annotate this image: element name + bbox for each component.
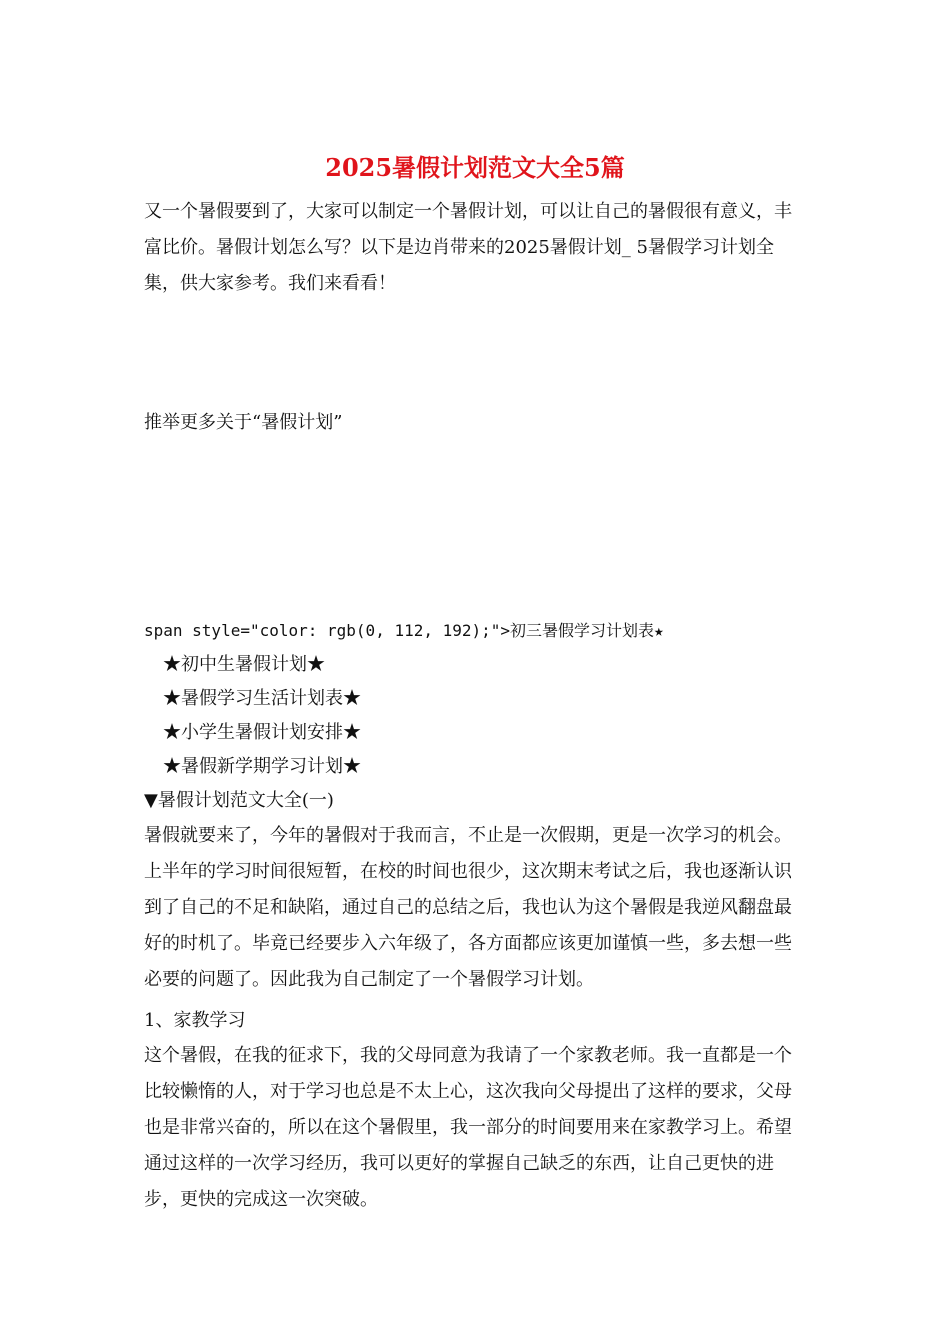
body-paragraph: 这个暑假，在我的征求下，我的父母同意为我请了一个家教老师。我一直都是一个比较懒惰的人，对于学习也总是不太上心，这次我向父母提出了这样的要求，父母也是非常兴奋的，所以在这个暑假里，我一部分的时间要用来在家教学习上。希望通过这样的一次学习经历，我可以更好的掌握自己缺乏的东西，让自己更快的进步，更快的完成这一次突破。 — [144, 1045, 792, 1210]
link-item[interactable]: ★暑假新学期学习计划★ — [163, 756, 361, 777]
link-item[interactable] — [144, 614, 664, 648]
recommend-heading: 推举更多关于“暑假计划” — [144, 412, 343, 433]
body-paragraph: 暑假就要来了，今年的暑假对于我而言，不止是一次假期，更是一次学习的机会。上半年的学习时间很短暂，在校的时间也很少，这次期末考试之后，我也逐渐认识到了自己的不足和缺陷，通过自己的总结之后，我也认为这个暑假是我逆风翻盘最好的时机了。毕竟已经要步入六年级了，各方面都应该更加谨慎一些，多去想一些必要的问题了。因此我为自己制定了一个暑假学习计划。 — [144, 825, 792, 990]
link-item[interactable]: ★暑假学习生活计划表★ — [163, 688, 361, 709]
section-heading: ▼暑假计划范文大全(一) — [144, 790, 334, 811]
link-item[interactable]: ★小学生暑假计划安排★ — [163, 722, 361, 743]
link-item[interactable]: ★初中生暑假计划★ — [163, 654, 325, 675]
intro-paragraph: 又一个暑假要到了，大家可以制定一个暑假计划，可以让自己的暑假很有意义，丰富比价。暑假计划怎么写？以下是边肖带来的2025暑假计划_ 5暑假学习计划全集，供大家参考。我们来看看！ — [144, 201, 792, 294]
link-label: span style="color: rgb(0, 112, 192);">初三暑假学习计划表★ — [144, 621, 664, 640]
subsection-heading: 1、家教学习 — [144, 1010, 246, 1031]
document-title: 2025暑假计划范文大全5篇 — [325, 153, 625, 182]
